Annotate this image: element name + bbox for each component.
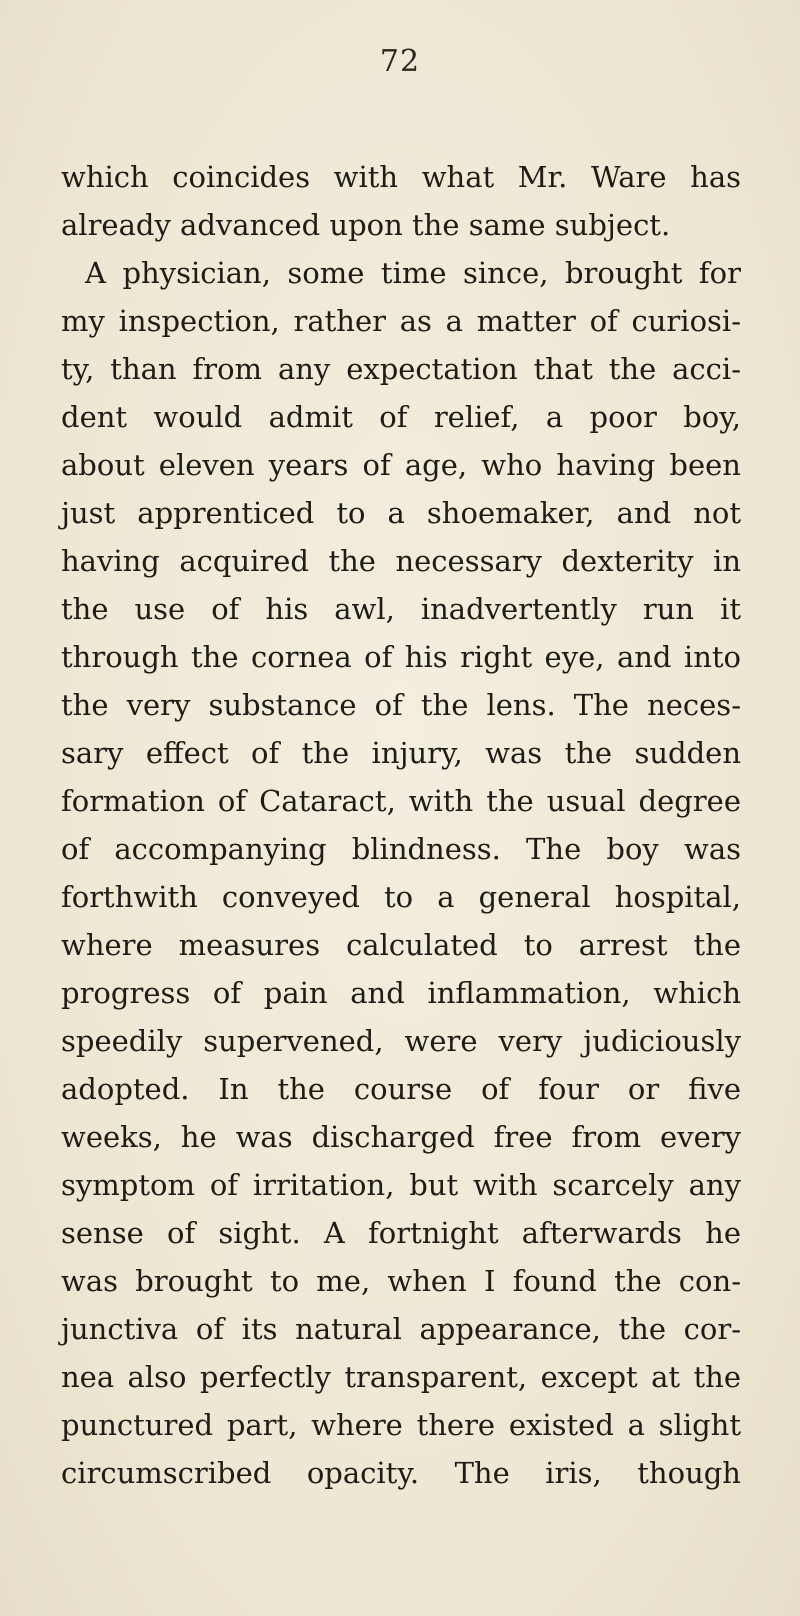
text-line: just apprenticed to a shoemaker, and not xyxy=(61,496,741,530)
page-number: 72 xyxy=(379,44,421,79)
text-line: progress of pain and inflammation, which xyxy=(61,976,741,1010)
text-line: which coincides with what Mr. Ware has xyxy=(61,160,741,194)
text-line: dent would admit of relief, a poor boy, xyxy=(61,400,741,434)
text-line: of accompanying blindness. The boy was xyxy=(61,832,741,866)
text-line: the very substance of the lens. The neces- xyxy=(61,688,741,722)
text-line: already advanced upon the same subject. xyxy=(61,208,671,242)
text-line: symptom of irritation, but with scarcely any xyxy=(61,1168,741,1202)
text-line: where measures calculated to arrest the xyxy=(61,928,741,962)
text-line: through the cornea of his right eye, and into xyxy=(61,640,741,674)
text-line: circumscribed opacity. The iris, though xyxy=(61,1456,741,1490)
text-line: the use of his awl, inadvertently run it xyxy=(61,592,741,626)
text-line: sary effect of the injury, was the sudden xyxy=(61,736,741,770)
text-line: ty, than from any expectation that the acci- xyxy=(61,352,741,386)
text-line: weeks, he was discharged free from every xyxy=(61,1120,741,1154)
text-line: forthwith conveyed to a general hospital, xyxy=(61,880,741,914)
body-text xyxy=(61,153,741,1497)
text-line: A physician, some time since, brought for xyxy=(85,256,741,290)
text-line: nea also perfectly transparent, except at the xyxy=(61,1360,741,1394)
text-line: sense of sight. A fortnight afterwards he xyxy=(61,1216,741,1250)
text-line: about eleven years of age, who having been xyxy=(61,448,741,482)
text-line: was brought to me, when I found the con- xyxy=(61,1264,741,1298)
text-line: my inspection, rather as a matter of curiosi- xyxy=(61,304,741,338)
text-line: formation of Cataract, with the usual degree xyxy=(61,784,741,818)
text-line: adopted. In the course of four or five xyxy=(61,1072,741,1106)
text-line: junctiva of its natural appearance, the cor- xyxy=(61,1312,741,1346)
text-line: speedily supervened, were very judiciously xyxy=(61,1024,741,1058)
text-line: punctured part, where there existed a slight xyxy=(61,1408,741,1442)
text-line: having acquired the necessary dexterity in xyxy=(61,544,741,578)
